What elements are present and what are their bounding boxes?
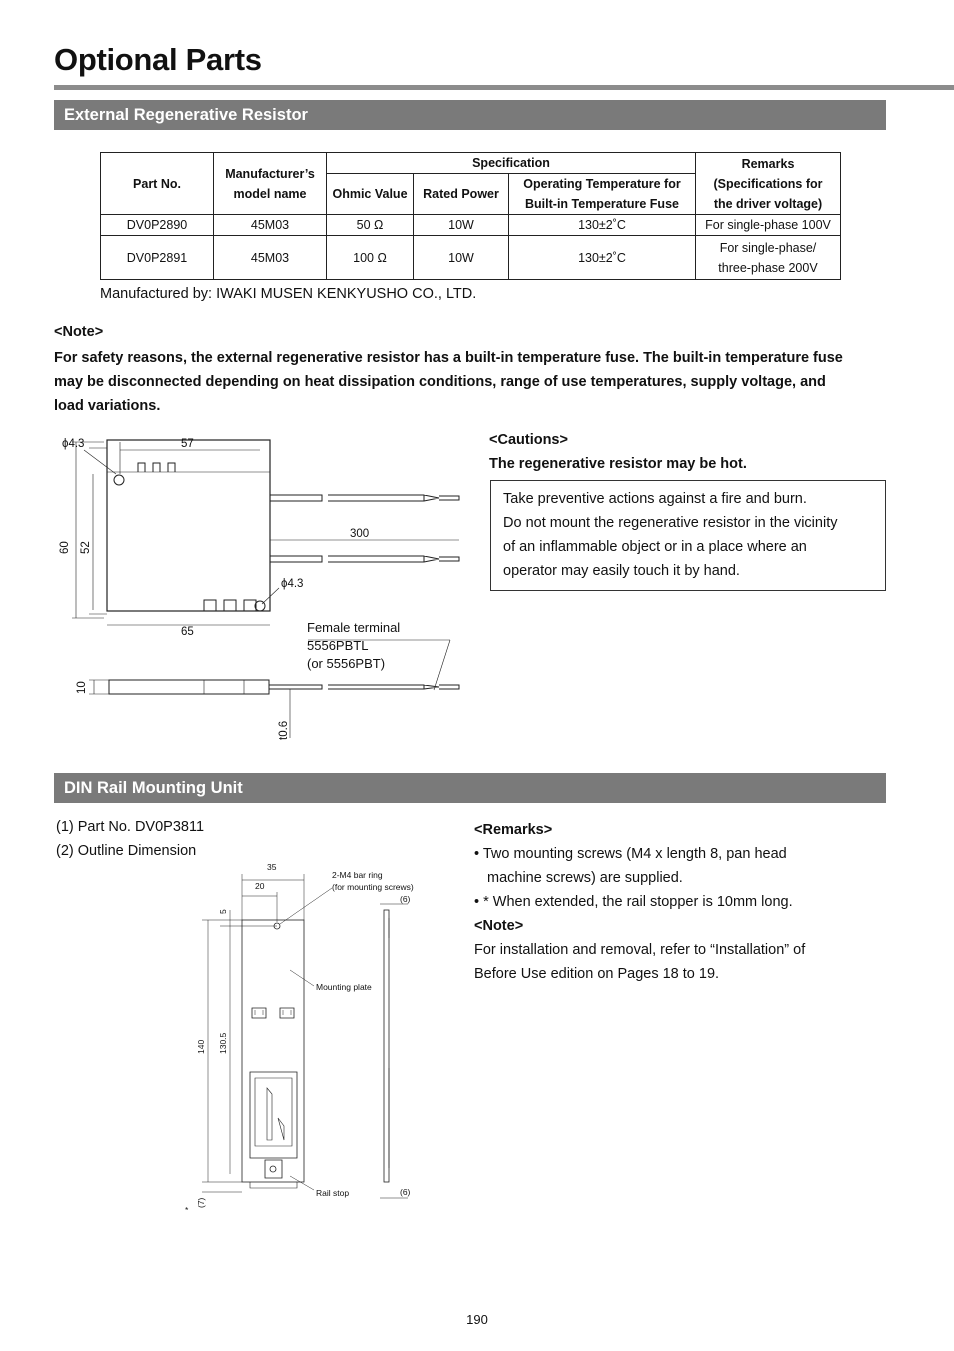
cell-model: 45M03 <box>214 236 327 280</box>
remarks-heading: <Remarks> <box>474 822 553 838</box>
cell-part: DV0P2890 <box>101 215 214 236</box>
note-body: For safety reasons, the external regenerative resistor has a built-in temperature fuse. The built-in temperature fuse may be disconnected depending on heat dissipation conditions, range of use temperatures, supply voltage, and load variations. <box>54 350 843 414</box>
dim-6-bottom: (6) <box>400 1187 411 1197</box>
note-line: For installation and removal, refer to “Installation” of <box>474 942 806 958</box>
header-power: Rated Power <box>414 174 509 215</box>
cell-remarks: For single-phase/ three-phase 200V <box>696 236 841 280</box>
dim-60: 60 <box>59 541 71 554</box>
dim-57: 57 <box>181 438 194 450</box>
cell-power: 10W <box>414 236 509 280</box>
cell-ohm: 50 Ω <box>327 215 414 236</box>
dim-35: 35 <box>267 862 277 872</box>
dim-65: 65 <box>181 626 194 638</box>
cell-remarks: For single-phase 100V <box>696 215 841 236</box>
cautions-box <box>490 480 886 591</box>
dim-hole-1: ϕ4.3 <box>62 438 85 450</box>
remark-item: • * When extended, the rail stopper is 10mm long. <box>474 894 793 910</box>
table-row <box>101 215 841 236</box>
header-remarks: Remarks (Specifications for the driver voltage) <box>696 153 841 215</box>
dim-300: 300 <box>350 528 370 540</box>
remark-item: • Two mounting screws (M4 x length 8, pan head <box>474 846 787 862</box>
terminal-label-2: 5556PBTL <box>307 638 369 653</box>
cell-power: 10W <box>414 215 509 236</box>
section-heading-din: DIN Rail Mounting Unit <box>54 773 886 803</box>
din-outline-drawing <box>180 858 440 1218</box>
dim-140: 140 <box>196 1039 206 1054</box>
rail-stop-label: Rail stop <box>316 1188 350 1198</box>
mounting-plate-label: Mounting plate <box>316 982 372 992</box>
dim-52: 52 <box>80 541 92 554</box>
manufacturer-text: Manufactured by: IWAKI MUSEN KENKYUSHO CO., LTD. <box>100 286 477 302</box>
star-mark: * <box>185 1205 189 1215</box>
header-model: Manufacturer’s model name <box>214 153 327 215</box>
cell-temp: 130±2˚C <box>509 215 696 236</box>
page-number: 190 <box>466 1312 488 1327</box>
dim-6-top: (6) <box>400 894 411 904</box>
cautions-line: operator may easily touch it by hand. <box>503 563 740 579</box>
header-ohmic: Ohmic Value <box>327 174 414 215</box>
cautions-line: of an inflammable object or in a place where an <box>503 539 807 555</box>
cell-model: 45M03 <box>214 215 327 236</box>
note-line: Before Use edition on Pages 18 to 19. <box>474 966 720 982</box>
page-title: Optional Parts <box>54 42 262 77</box>
cautions-subheading: The regenerative resistor may be hot. <box>489 456 747 472</box>
cell-temp: 130±2˚C <box>509 236 696 280</box>
remark-item-cont: machine screws) are supplied. <box>487 870 683 886</box>
dim-130-5: 130.5 <box>218 1032 228 1054</box>
dim-7: (7) <box>196 1197 206 1208</box>
resistor-outline-drawing <box>54 428 474 748</box>
outline-dimension-label: (2) Outline Dimension <box>56 843 197 859</box>
dim-20: 20 <box>255 881 265 891</box>
dim-t06: t0.6 <box>278 720 290 740</box>
terminal-label-3: (or 5556PBT) <box>307 656 386 671</box>
resistor-spec-table <box>100 152 841 280</box>
ring-label-2: (for mounting screws) <box>332 882 414 892</box>
cautions-line: Do not mount the regenerative resistor in the vicinity <box>503 515 838 531</box>
cell-ohm: 100 Ω <box>327 236 414 280</box>
header-specification: Specification <box>327 153 696 174</box>
section-heading-resistor: External Regenerative Resistor <box>54 100 886 130</box>
cautions-line: Take preventive actions against a fire and burn. <box>503 491 807 507</box>
terminal-label-1: Female terminal <box>307 620 401 635</box>
header-part-no: Part No. <box>101 153 214 215</box>
din-info <box>56 815 204 863</box>
dim-5: 5 <box>218 909 228 914</box>
ring-label-1: 2-M4 bar ring <box>332 870 383 880</box>
table-row <box>101 236 841 280</box>
header-temperature: Operating Temperature for Built-in Temperature Fuse <box>509 174 696 215</box>
part-number: (1) Part No. DV0P3811 <box>56 819 205 835</box>
note-heading-2: <Note> <box>474 918 524 934</box>
remarks-block <box>474 818 886 986</box>
title-rule <box>54 85 954 90</box>
dim-10: 10 <box>76 681 88 694</box>
cell-part: DV0P2891 <box>101 236 214 280</box>
note-heading: <Note> <box>54 324 104 340</box>
cautions-heading: <Cautions> <box>489 432 568 448</box>
dim-hole-2: ϕ4.3 <box>281 578 304 590</box>
